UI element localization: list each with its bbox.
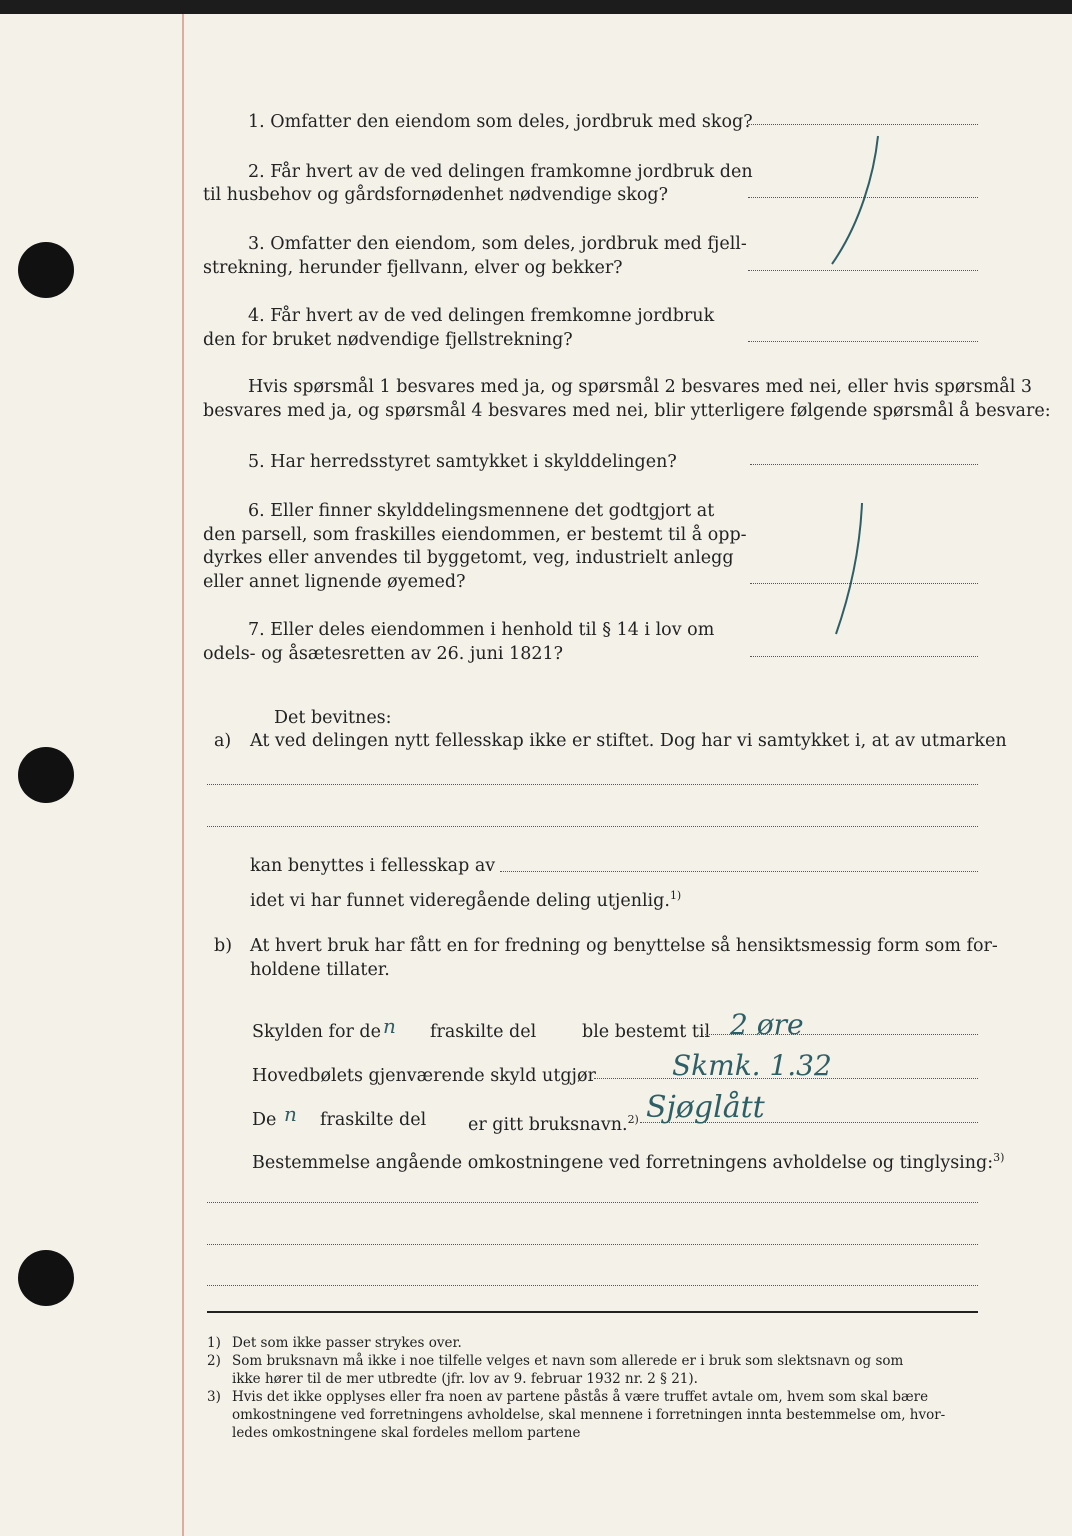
question-6-line-2: den parsell, som fraskilles eiendommen, er bestemt til å opp- [203,525,747,545]
footnote-ref-3: 3) [993,1151,1005,1164]
skylden-prefix: Skylden for de [252,1022,381,1042]
handwritten-stroke-1 [820,134,890,274]
hoved-label: Hovedbølets gjenværende skyld utgjør [252,1066,596,1086]
bestemmelse-line-2[interactable] [207,1244,978,1245]
attest-heading: Det bevitnes: [274,708,392,728]
answer-line-1[interactable] [748,124,978,125]
question-6-line-1: 6. Eller finner skylddelingsmennene det godtgjort at [248,501,715,521]
handwritten-n-1: n [383,1014,396,1038]
footnote-ref-2: 2) [627,1113,639,1126]
footnote-3-mark: 3) [207,1389,221,1405]
condition-line-1: Hvis spørsmål 1 besvares med ja, og spørsmål 2 besvares med nei, eller hvis spørsmål 3 [248,377,1033,397]
question-6-line-3: dyrkes eller anvendes til byggetomt, veg, industrielt anlegg [203,548,734,568]
footnote-3-line-2: omkostningene ved forretningens avholdelse, skal mennene i forretningen innta bestemmelse om, hvor- [232,1407,946,1423]
question-7-line-1: 7. Eller deles eiendommen i henhold til § 14 i lov om [248,620,715,640]
skylden-value[interactable]: 2 øre [730,1008,804,1041]
hoved-value[interactable]: Skmk. 1.32 [672,1049,832,1082]
bestemmelse-line-1[interactable] [207,1202,978,1203]
de-mid: fraskilte del [320,1110,427,1130]
question-2-line-2: til husbehov og gårdsfornødenhet nødvendige skog? [203,185,668,205]
question-3-line-2: strekning, herunder fjellvann, elver og bekker? [203,258,623,278]
question-2-line-1: 2. Får hvert av de ved delingen framkomne jordbruk den [248,162,753,182]
footnote-2-mark: 2) [207,1353,221,1369]
footnote-2-line-1: Som bruksnavn må ikke i noe tilfelle velges et navn som allerede er i bruk som slektsnavn og som [232,1353,904,1369]
question-4-line-2: den for bruket nødvendige fjellstrekning? [203,330,573,350]
skylden-mid: fraskilte del [430,1022,537,1042]
question-7-line-2: odels- og åsætesretten av 26. juni 1821? [203,644,563,664]
handwritten-stroke-2 [830,499,880,639]
answer-line-5[interactable] [750,464,978,465]
punch-hole-middle [18,747,74,803]
question-1: 1. Omfatter den eiendom som deles, jordbruk med skog? [248,112,753,132]
punch-hole-bottom [18,1250,74,1306]
attest-b-line-2: holdene tillater. [250,960,390,980]
attest-a-line-1[interactable] [207,784,978,785]
question-6-line-4: eller annet lignende øyemed? [203,572,466,592]
bruksnavn-value[interactable]: Sjøglått [646,1090,765,1125]
footnote-1-line-1: Det som ikke passer strykes over. [232,1335,462,1351]
condition-line-2: besvares med ja, og spørsmål 4 besvares med nei, blir ytterligere følgende spørsmål å besvare: [203,401,1051,421]
punch-hole-top [18,242,74,298]
skylden-suffix: ble bestemt til [582,1022,711,1042]
footnote-3-line-1: Hvis det ikke opplyses eller fra noen av partene påstås å være truffet avtale om, hvem som skal bære [232,1389,929,1405]
footnote-ref-1: 1) [669,889,682,902]
margin-line [182,14,184,1536]
answer-line-7[interactable] [750,656,978,657]
attest-idet-text: idet vi har funnet videregående deling utjenlig.$^{1)}$ [250,889,682,911]
attest-b-line-1: At hvert bruk har fått en for fredning og benyttelse så hensiktsmessig form som for- [250,936,998,956]
attest-a-text: At ved delingen nytt fellesskap ikke er stiftet. Dog har vi samtykket i, at av utmarken [250,731,1007,751]
handwritten-n-2: n [284,1102,297,1126]
fellesskap-line[interactable] [500,871,978,872]
footnote-3-line-3: ledes omkostningene skal fordeles mellom partene [232,1425,581,1441]
question-4-line-1: 4. Får hvert av de ved delingen fremkomne jordbruk [248,306,715,326]
attest-kan-text: kan benyttes i fellesskap av [250,856,496,876]
bestemmelse-line-3[interactable] [207,1285,978,1286]
footnote-2-line-2: ikke hører til de mer utbredte (jfr. lov av 9. februar 1932 nr. 2 § 21). [232,1371,698,1387]
document-page [0,14,1072,1536]
bestemmelse-label: Bestemmelse angående omkostningene ved forretningens avholdelse og tinglysing:$^{3)}$ [252,1151,1005,1173]
answer-line-4[interactable] [748,341,978,342]
de-prefix: De [252,1110,277,1130]
question-5: 5. Har herredsstyret samtykket i skylddelingen? [248,452,677,472]
footnote-1-mark: 1) [207,1335,221,1351]
attest-b-marker: b) [214,936,233,956]
question-3-line-1: 3. Omfatter den eiendom, som deles, jordbruk med fjell- [248,234,747,254]
attest-a-line-2[interactable] [207,826,978,827]
attest-a-marker: a) [214,731,232,751]
footnote-divider [207,1311,978,1313]
de-suffix: er gitt bruksnavn.$^{2)}$ [468,1113,639,1135]
